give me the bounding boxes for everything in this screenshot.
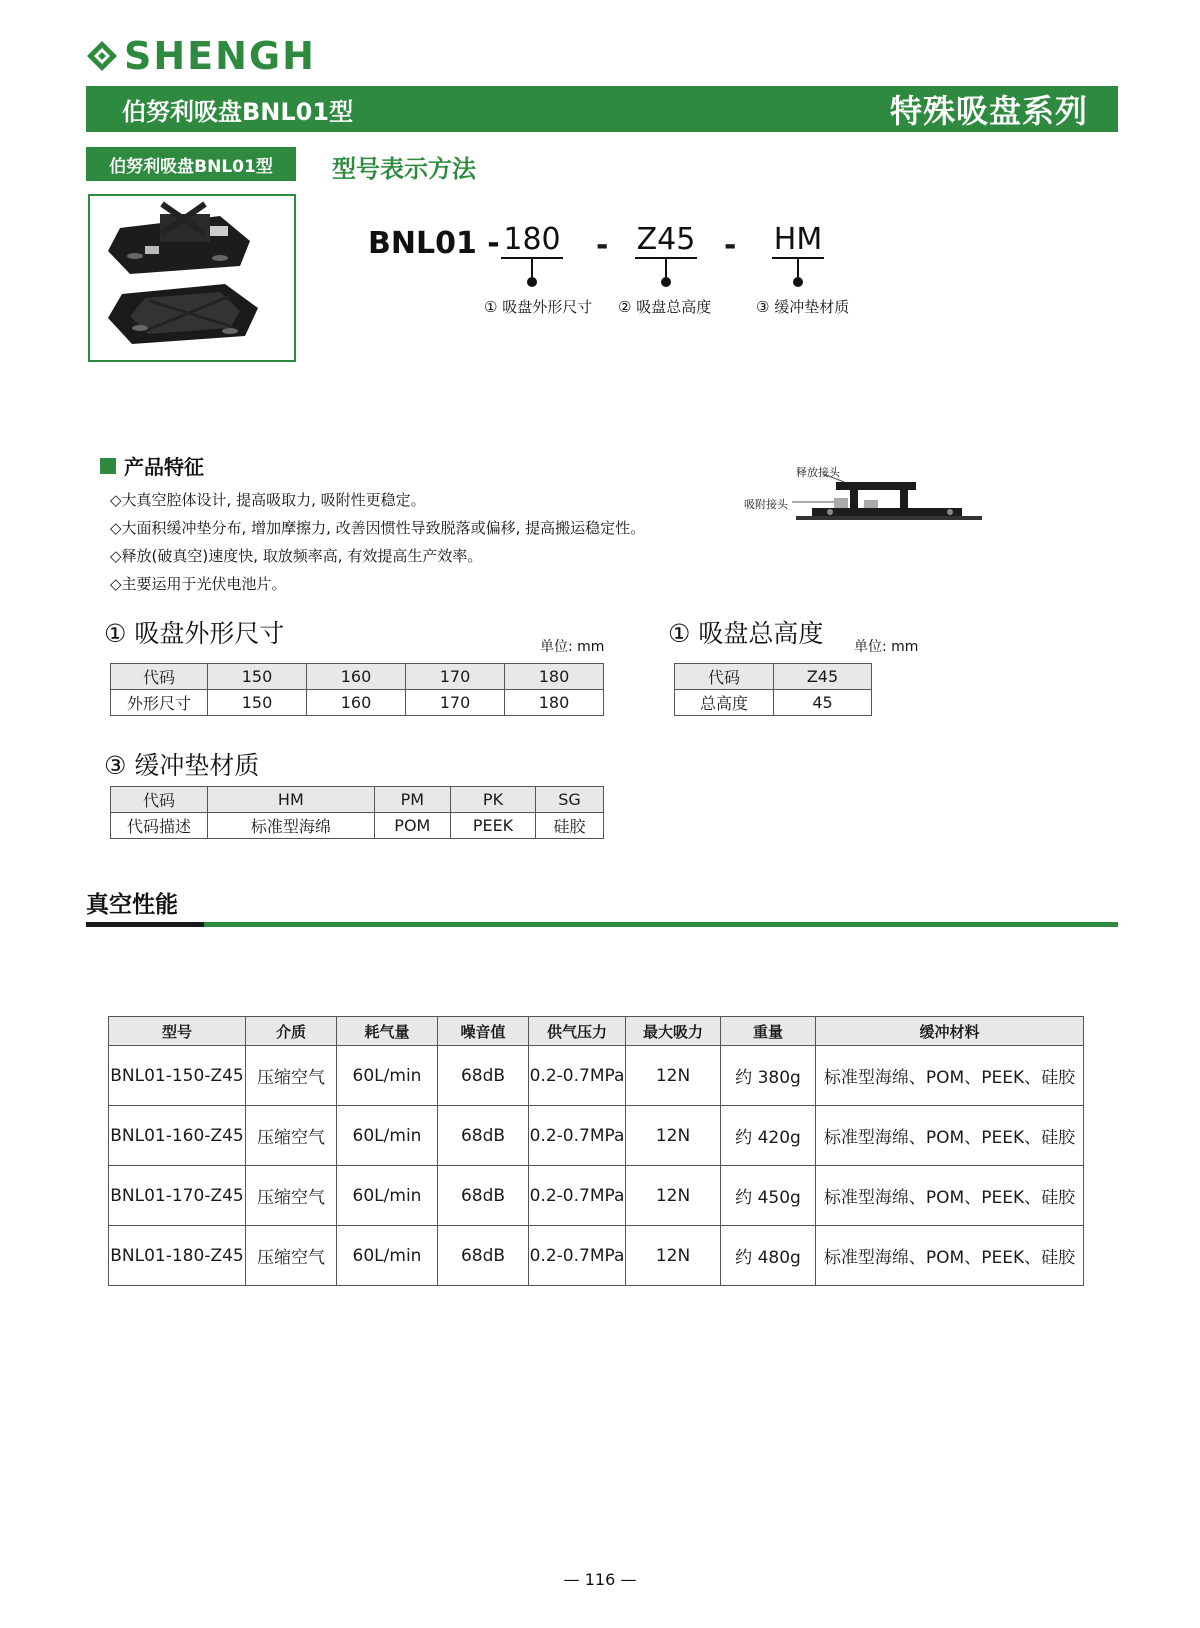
release-connector-label: 释放接头	[796, 466, 840, 479]
table-cell: PK	[450, 787, 535, 813]
connector-dot	[527, 277, 537, 287]
table-cell: 0.2-0.7MPa	[529, 1226, 626, 1286]
column-header: 耗气量	[337, 1017, 438, 1046]
model-section-title: 型号表示方法	[332, 155, 476, 183]
table-cell: 约 450g	[721, 1166, 816, 1226]
model-code-part3	[766, 222, 830, 287]
connector-dot	[793, 277, 803, 287]
size-table-unit: 单位: mm	[540, 639, 605, 655]
table-cell: 代码	[675, 664, 774, 690]
connector-line	[797, 259, 799, 277]
material-table	[110, 786, 604, 839]
connector-diagram	[740, 460, 1000, 540]
brand-name: SHENGH	[124, 34, 316, 78]
table-cell: PM	[374, 787, 450, 813]
table-cell: 标准型海绵、POM、PEEK、硅胶	[816, 1226, 1084, 1286]
header-bar	[86, 86, 1118, 132]
column-header: 噪音值	[438, 1017, 529, 1046]
table-cell: 12N	[626, 1226, 721, 1286]
size-table-title: ① 吸盘外形尺寸	[104, 619, 285, 648]
table-cell: 代码	[111, 664, 208, 690]
table-cell: 170	[406, 664, 505, 690]
table-cell: SG	[536, 787, 604, 813]
table-cell: 约 420g	[721, 1106, 816, 1166]
table-cell: 压缩空气	[246, 1226, 337, 1286]
table-cell: 12N	[626, 1046, 721, 1106]
column-header: 型号	[109, 1017, 246, 1046]
table-header-row	[109, 1017, 1084, 1046]
table-cell: 68dB	[438, 1166, 529, 1226]
column-header: 供气压力	[529, 1017, 626, 1046]
table-cell: BNL01-150-Z45	[109, 1046, 246, 1106]
table-cell: POM	[374, 813, 450, 839]
table-cell: BNL01-170-Z45	[109, 1166, 246, 1226]
table-cell: 60L/min	[337, 1166, 438, 1226]
table-row	[109, 1166, 1084, 1226]
suction-connector-label: 吸附接头	[744, 498, 788, 511]
model-code-separator: -	[724, 228, 737, 263]
header-title: 伯努利吸盘BNL01型	[122, 97, 354, 126]
model-code-part2	[634, 222, 698, 287]
table-cell: BNL01-180-Z45	[109, 1226, 246, 1286]
table-cell: 68dB	[438, 1106, 529, 1166]
side-view-icon	[740, 460, 1000, 540]
table-cell: 45	[774, 690, 872, 716]
table-cell: 0.2-0.7MPa	[529, 1106, 626, 1166]
table-row	[675, 664, 872, 690]
table-cell: 0.2-0.7MPa	[529, 1046, 626, 1106]
table-cell: 0.2-0.7MPa	[529, 1166, 626, 1226]
table-cell: 总高度	[675, 690, 774, 716]
table-row	[111, 664, 604, 690]
table-cell: 标准型海绵	[208, 813, 375, 839]
height-table-unit: 单位: mm	[854, 639, 919, 655]
table-cell: 标准型海绵、POM、PEEK、硅胶	[816, 1166, 1084, 1226]
table-cell: HM	[208, 787, 375, 813]
table-row	[109, 1046, 1084, 1106]
table-cell: 约 380g	[721, 1046, 816, 1106]
features-title: 产品特征	[124, 455, 204, 479]
page-number: — 116 —	[563, 1570, 637, 1589]
column-header: 重量	[721, 1017, 816, 1046]
table-cell: 150	[208, 690, 307, 716]
table-cell: 150	[208, 664, 307, 690]
legend-outer-size: ① 吸盘外形尺寸	[484, 298, 593, 316]
table-cell: 代码描述	[111, 813, 208, 839]
brand-emblem-icon	[86, 40, 118, 72]
table-row	[111, 690, 604, 716]
section-divider	[86, 922, 204, 927]
feature-item: ◇主要运用于光伏电池片。	[110, 575, 287, 593]
table-cell: 170	[406, 690, 505, 716]
legend-pad-material: ③ 缓冲垫材质	[756, 298, 850, 316]
square-bullet-icon	[100, 458, 116, 474]
column-header: 最大吸力	[626, 1017, 721, 1046]
height-table	[674, 663, 872, 716]
table-cell: 12N	[626, 1106, 721, 1166]
table-cell: 硅胶	[536, 813, 604, 839]
suction-cup-image	[90, 196, 294, 360]
feature-item: ◇大面积缓冲垫分布, 增加摩擦力, 改善因惯性导致脱落或偏移, 提高搬运稳定性。	[110, 519, 646, 537]
product-photo	[88, 194, 296, 362]
series-title: 特殊吸盘系列	[889, 92, 1088, 130]
feature-item: ◇释放(破真空)速度快, 取放频率高, 有效提高生产效率。	[110, 547, 483, 565]
table-cell: 12N	[626, 1166, 721, 1226]
table-cell: 标准型海绵、POM、PEEK、硅胶	[816, 1046, 1084, 1106]
table-cell: BNL01-160-Z45	[109, 1106, 246, 1166]
table-cell: 180	[505, 664, 604, 690]
table-cell: Z45	[774, 664, 872, 690]
section-divider	[204, 922, 1118, 927]
feature-item: ◇大真空腔体设计, 提高吸取力, 吸附性更稳定。	[110, 491, 426, 509]
table-cell: 标准型海绵、POM、PEEK、硅胶	[816, 1106, 1084, 1166]
table-cell: 压缩空气	[246, 1106, 337, 1166]
height-table-title: ① 吸盘总高度	[668, 619, 824, 648]
brand-logo	[86, 34, 316, 78]
performance-table	[108, 1016, 1084, 1286]
table-cell: 180	[505, 690, 604, 716]
column-header: 介质	[246, 1017, 337, 1046]
table-cell: PEEK	[450, 813, 535, 839]
table-row	[109, 1106, 1084, 1166]
table-cell: 160	[307, 664, 406, 690]
table-cell: 压缩空气	[246, 1046, 337, 1106]
table-cell: 68dB	[438, 1046, 529, 1106]
model-code-separator: -	[596, 228, 609, 263]
model-code-part2-value: Z45	[636, 222, 696, 257]
connector-line	[665, 259, 667, 277]
features-heading	[100, 451, 204, 480]
size-table	[110, 663, 604, 716]
table-row	[111, 813, 604, 839]
model-code-part3-value: HM	[773, 222, 823, 257]
table-cell: 外形尺寸	[111, 690, 208, 716]
product-tag: 伯努利吸盘BNL01型	[86, 147, 296, 181]
features-list	[110, 486, 645, 598]
table-cell: 约 480g	[721, 1226, 816, 1286]
table-cell: 160	[307, 690, 406, 716]
table-cell: 60L/min	[337, 1226, 438, 1286]
connector-dot	[661, 277, 671, 287]
table-cell: 60L/min	[337, 1046, 438, 1106]
performance-title: 真空性能	[86, 892, 178, 918]
table-row	[675, 690, 872, 716]
legend-total-height: ② 吸盘总高度	[618, 298, 712, 316]
model-code-part1	[500, 222, 564, 287]
column-header: 缓冲材料	[816, 1017, 1084, 1046]
connector-line	[531, 259, 533, 277]
model-code-base: BNL01 -	[368, 226, 500, 261]
size-table-heading	[104, 614, 284, 650]
table-row	[109, 1226, 1084, 1286]
table-cell: 60L/min	[337, 1106, 438, 1166]
table-cell: 68dB	[438, 1226, 529, 1286]
table-cell: 代码	[111, 787, 208, 813]
material-table-title: ③ 缓冲垫材质	[104, 751, 260, 780]
table-cell: 压缩空气	[246, 1166, 337, 1226]
model-code-part1-value: 180	[503, 222, 561, 257]
table-row	[111, 787, 604, 813]
